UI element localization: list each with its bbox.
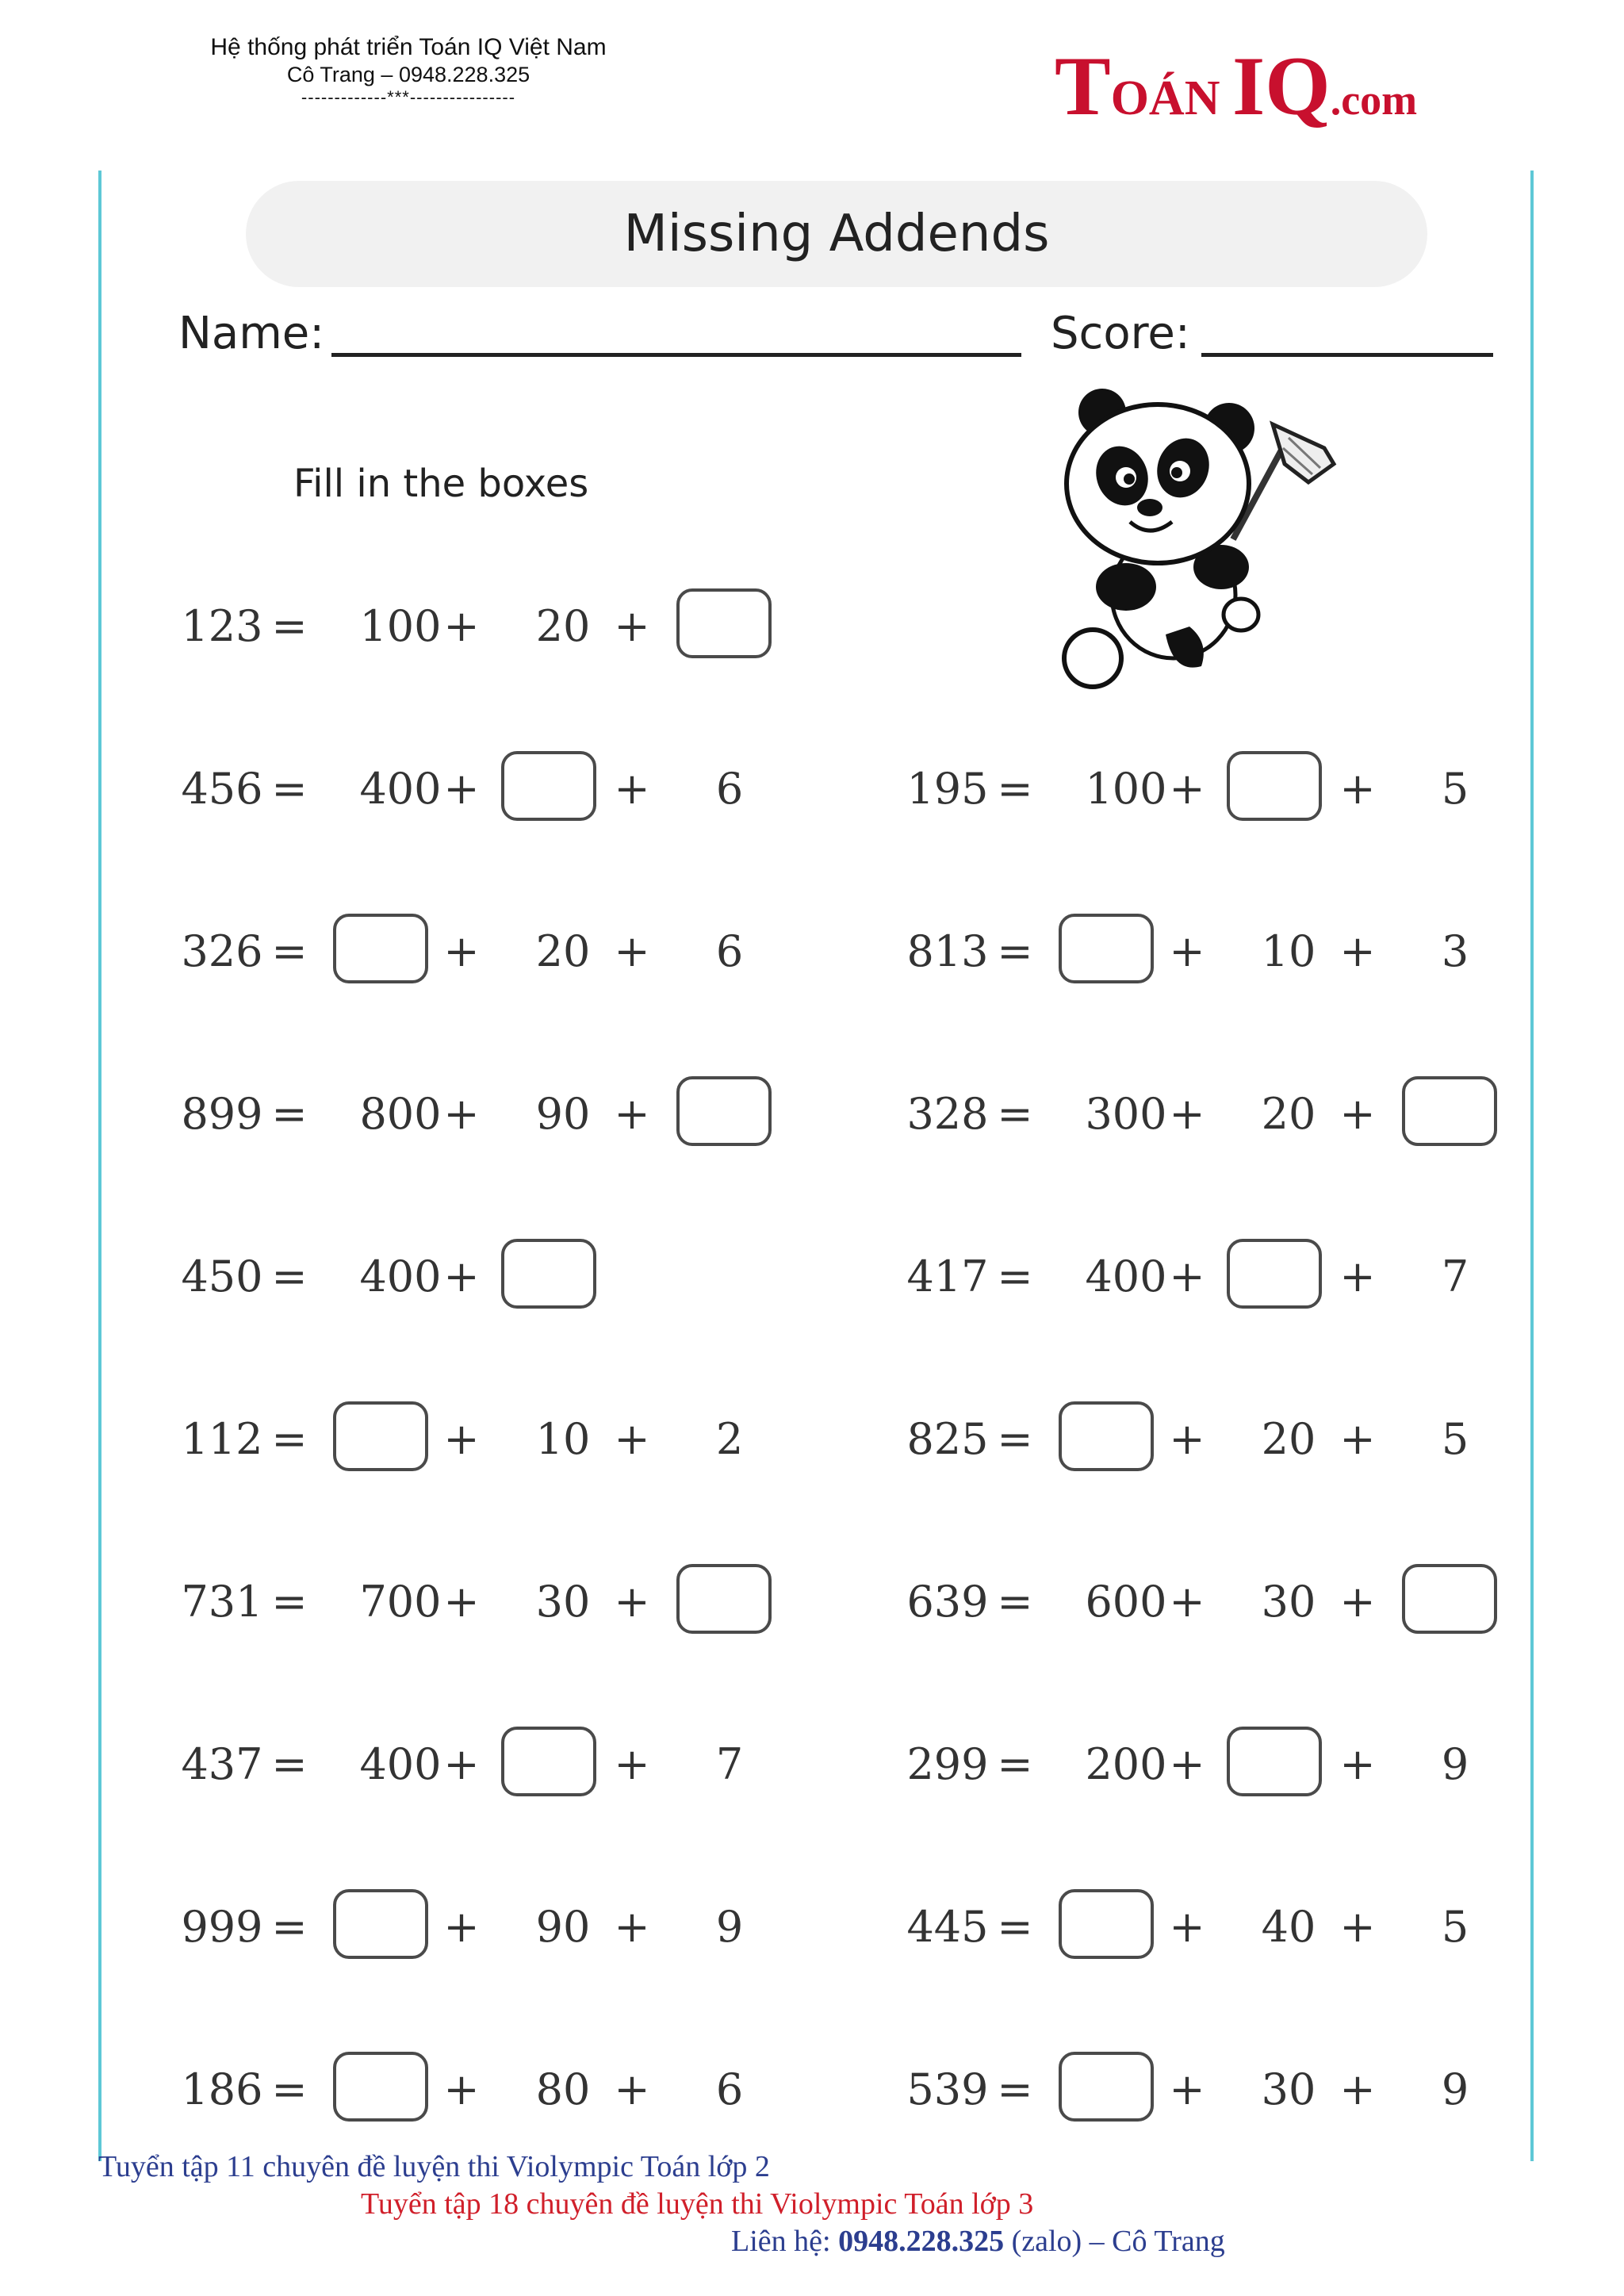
addend: 700	[359, 1577, 442, 1627]
footer-phone[interactable]: 0948.228.325	[838, 2225, 1005, 2258]
plus-sign: +	[1169, 926, 1205, 976]
addend: 400	[359, 764, 442, 814]
equals-sign: =	[997, 1739, 1033, 1789]
panda-golfer-icon	[1047, 389, 1348, 698]
addend: 30	[1261, 2064, 1316, 2114]
header-contact: Cô Trang – 0948.228.325	[286, 63, 530, 86]
answer-box[interactable]	[333, 1889, 428, 1959]
problem-total: 186	[181, 2064, 263, 2114]
plus-sign: +	[1169, 1089, 1205, 1139]
answer-box[interactable]	[501, 751, 596, 821]
answer-box[interactable]	[676, 1076, 772, 1146]
equals-sign: =	[997, 1089, 1033, 1139]
plus-sign: +	[443, 601, 480, 651]
addend: 400	[1085, 1251, 1167, 1301]
addend: 7	[1441, 1251, 1469, 1301]
plus-sign: +	[1339, 1739, 1376, 1789]
addend: 10	[535, 1414, 591, 1464]
addend: 400	[359, 1251, 442, 1301]
answer-box[interactable]	[501, 1727, 596, 1796]
footer-grade3-link[interactable]: Tuyển tập 18 chuyên đề luyện thi Violympic Toán lớp 3	[361, 2187, 1034, 2221]
score-label: Score:	[1051, 308, 1190, 359]
left-border-rule	[98, 171, 102, 2161]
plus-sign: +	[614, 926, 650, 976]
plus-sign: +	[1339, 1414, 1376, 1464]
equals-sign: =	[271, 601, 308, 651]
plus-sign: +	[1169, 1902, 1205, 1952]
equals-sign: =	[997, 2064, 1033, 2114]
addend: 100	[359, 601, 442, 651]
plus-sign: +	[443, 1577, 480, 1627]
addend: 600	[1085, 1577, 1167, 1627]
answer-box[interactable]	[1227, 1727, 1322, 1796]
addend: 20	[1261, 1414, 1316, 1464]
answer-box[interactable]	[1059, 1889, 1154, 1959]
equals-sign: =	[271, 1902, 308, 1952]
plus-sign: +	[1339, 2064, 1376, 2114]
addend: 5	[1441, 1902, 1469, 1952]
problem-total: 731	[181, 1577, 263, 1627]
plus-sign: +	[614, 1577, 650, 1627]
plus-sign: +	[443, 1739, 480, 1789]
problem-total: 813	[906, 926, 989, 976]
answer-box[interactable]	[333, 914, 428, 983]
equals-sign: =	[997, 1251, 1033, 1301]
equals-sign: =	[997, 764, 1033, 814]
addend: 90	[535, 1089, 591, 1139]
answer-box[interactable]	[1059, 1401, 1154, 1471]
footer-contact: Liên hệ: 0948.228.325 (zalo) – Cô Trang	[731, 2225, 1225, 2258]
addend: 30	[535, 1577, 591, 1627]
equals-sign: =	[997, 1577, 1033, 1627]
addend: 10	[1261, 926, 1316, 976]
addend: 6	[715, 2064, 744, 2114]
addend: 40	[1261, 1902, 1316, 1952]
header-org	[135, 33, 682, 108]
plus-sign: +	[443, 926, 480, 976]
answer-box[interactable]	[1402, 1564, 1497, 1634]
answer-box[interactable]	[333, 2052, 428, 2122]
addend: 90	[535, 1902, 591, 1952]
header-org-name: Hệ thống phát triển Toán IQ Việt Nam	[210, 34, 607, 60]
plus-sign: +	[443, 1902, 480, 1952]
addend: 9	[1441, 2064, 1469, 2114]
equals-sign: =	[271, 1414, 308, 1464]
plus-sign: +	[1339, 926, 1376, 976]
problem-total: 328	[906, 1089, 989, 1139]
plus-sign: +	[443, 1089, 480, 1139]
plus-sign: +	[1339, 1577, 1376, 1627]
problem-total: 195	[906, 764, 989, 814]
addend: 7	[715, 1739, 744, 1789]
header-separator: -------------***----------------	[301, 87, 516, 107]
addend: 400	[359, 1739, 442, 1789]
addend: 20	[535, 926, 591, 976]
answer-box[interactable]	[676, 588, 772, 658]
addend: 6	[715, 764, 744, 814]
problem-total: 999	[181, 1902, 263, 1952]
addend: 9	[715, 1902, 744, 1952]
plus-sign: +	[443, 1251, 480, 1301]
plus-sign: +	[1169, 2064, 1205, 2114]
problem-total: 639	[906, 1577, 989, 1627]
plus-sign: +	[1339, 1251, 1376, 1301]
addend: 200	[1085, 1739, 1167, 1789]
plus-sign: +	[443, 1414, 480, 1464]
answer-box[interactable]	[1059, 2052, 1154, 2122]
answer-box[interactable]	[1227, 1239, 1322, 1309]
plus-sign: +	[443, 764, 480, 814]
problem-total: 112	[181, 1414, 263, 1464]
equals-sign: =	[271, 926, 308, 976]
equals-sign: =	[271, 1089, 308, 1139]
name-label: Name:	[178, 308, 325, 359]
addend: 20	[1261, 1089, 1316, 1139]
addend: 3	[1441, 926, 1469, 976]
plus-sign: +	[614, 1739, 650, 1789]
answer-box[interactable]	[501, 1239, 596, 1309]
equals-sign: =	[271, 2064, 308, 2114]
plus-sign: +	[1169, 764, 1205, 814]
plus-sign: +	[614, 1902, 650, 1952]
addend: 20	[535, 601, 591, 651]
plus-sign: +	[1339, 764, 1376, 814]
addend: 6	[715, 926, 744, 976]
equals-sign: =	[997, 1902, 1033, 1952]
plus-sign: +	[1169, 1414, 1205, 1464]
addend: 30	[1261, 1577, 1316, 1627]
answer-box[interactable]	[1227, 751, 1322, 821]
problem-total: 299	[906, 1739, 989, 1789]
plus-sign: +	[614, 1414, 650, 1464]
plus-sign: +	[1339, 1902, 1376, 1952]
problem-total: 456	[181, 764, 263, 814]
answer-box[interactable]	[676, 1564, 772, 1634]
addend: 2	[715, 1414, 744, 1464]
plus-sign: +	[1169, 1739, 1205, 1789]
problem-total: 445	[906, 1902, 989, 1952]
footer-grade2-link[interactable]: Tuyển tập 11 chuyên đề luyện thi Violympic Toán lớp 2	[98, 2150, 770, 2183]
plus-sign: +	[1339, 1089, 1376, 1139]
equals-sign: =	[271, 1739, 308, 1789]
addend: 9	[1441, 1739, 1469, 1789]
addend: 5	[1441, 764, 1469, 814]
answer-box[interactable]	[1402, 1076, 1497, 1146]
right-border-rule	[1530, 171, 1534, 2161]
problem-total: 437	[181, 1739, 263, 1789]
equals-sign: =	[271, 764, 308, 814]
problem-total: 825	[906, 1414, 989, 1464]
worksheet-title: Missing Addends	[623, 205, 1050, 263]
plus-sign: +	[614, 1089, 650, 1139]
plus-sign: +	[614, 601, 650, 651]
problem-total: 899	[181, 1089, 263, 1139]
equals-sign: =	[271, 1577, 308, 1627]
instruction-text: Fill in the boxes	[293, 462, 589, 506]
name-line[interactable]	[331, 353, 1021, 357]
equals-sign: =	[997, 926, 1033, 976]
plus-sign: +	[1169, 1251, 1205, 1301]
problem-total: 450	[181, 1251, 263, 1301]
addend: 80	[535, 2064, 591, 2114]
problem-total: 417	[906, 1251, 989, 1301]
answer-box[interactable]	[1059, 914, 1154, 983]
plus-sign: +	[614, 764, 650, 814]
problem-total: 539	[906, 2064, 989, 2114]
plus-sign: +	[614, 2064, 650, 2114]
addend: 100	[1085, 764, 1167, 814]
addend: 5	[1441, 1414, 1469, 1464]
problem-total: 326	[181, 926, 263, 976]
equals-sign: =	[997, 1414, 1033, 1464]
addend: 300	[1085, 1089, 1167, 1139]
equals-sign: =	[271, 1251, 308, 1301]
problem-total: 123	[181, 601, 263, 651]
plus-sign: +	[443, 2064, 480, 2114]
answer-box[interactable]	[333, 1401, 428, 1471]
plus-sign: +	[1169, 1577, 1205, 1627]
toaniq-logo: TOÁN IQ.com	[1055, 40, 1418, 132]
score-line[interactable]	[1201, 353, 1493, 357]
addend: 800	[359, 1089, 442, 1139]
